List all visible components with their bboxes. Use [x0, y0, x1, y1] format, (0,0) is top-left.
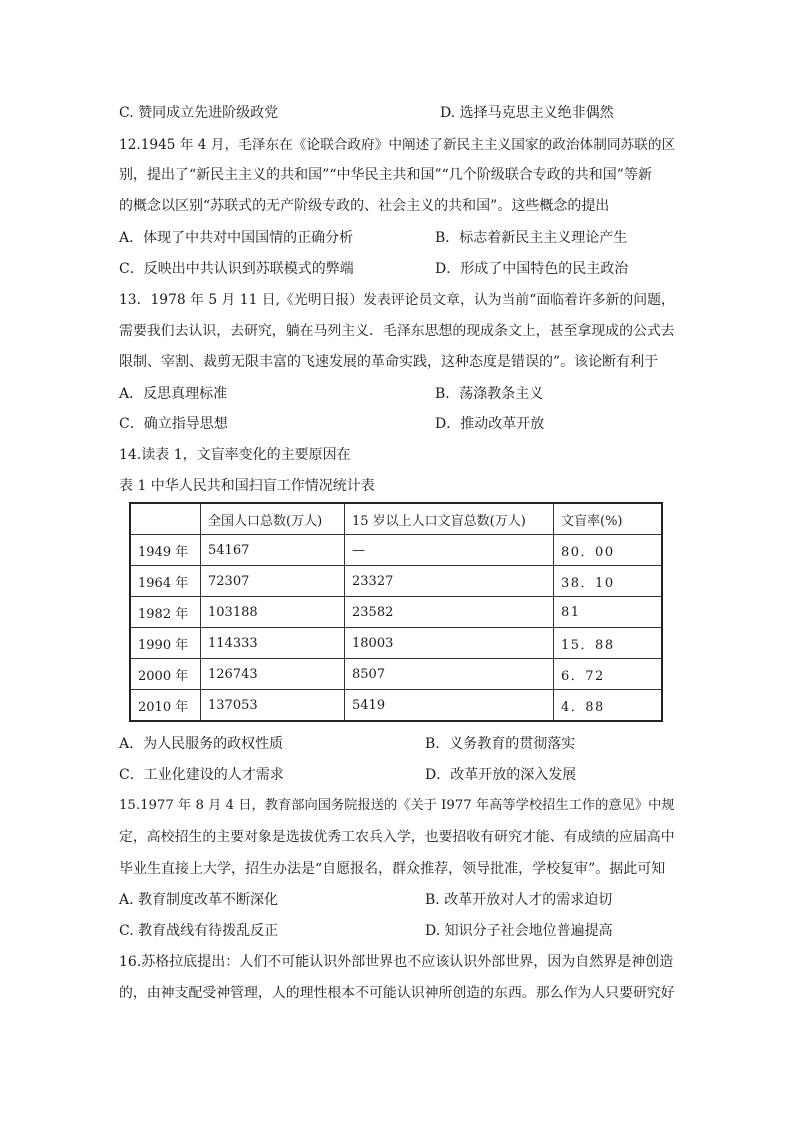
q13-option-c: C．确立指导思想	[119, 416, 228, 432]
table-row	[130, 628, 662, 659]
q14-option-c: C．工业化建设的人才需求	[119, 767, 284, 783]
q13-stem-line-2: 需要我们去认识，去研究，躺在马列主义．毛泽东思想的现成条文上，甚至拿现成的公式去	[119, 323, 675, 339]
q11-option-d: D. 选择马克思主义绝非偶然	[440, 105, 614, 121]
table-cell: 137053	[201, 690, 345, 722]
q12-option-c: C．反映出中共认识到苏联模式的弊端	[119, 261, 354, 277]
table-cell: 54167	[201, 535, 345, 566]
table-header-row	[130, 503, 662, 535]
table-cell: —	[345, 535, 554, 566]
q13-stem-line-3: 限制、宰割、裁剪无限丰富的飞速发展的革命实践，这种态度是错误的”。该论断有利于	[119, 354, 659, 370]
table-header-cell: 全国人口总数(万人)	[201, 503, 345, 535]
q12-option-d: D．形成了中国特色的民主政治	[435, 261, 629, 277]
q15-stem-line-1: 15.1977 年 8 月 4 日，教育部向国务院报送的《关于 I977 年高等学校招生工作的意见》中规	[119, 798, 675, 813]
table-cell: 15．88	[554, 628, 663, 659]
q12-stem-line-3: 的概念以区别“苏联式的无产阶级专政的、社会主义的共和国”。这些概念的提出	[119, 198, 610, 214]
table-header-cell: 15 岁以上人口文盲总数(万人)	[345, 503, 554, 535]
q11-option-c: C. 赞同成立先进阶级政党	[119, 105, 279, 121]
table-cell: 103188	[201, 597, 345, 628]
q16-stem-line-2: 的，由神支配受神管理，人的理性根本不可能认识神所创造的东西。那么作为人只要研究好	[119, 985, 675, 1001]
q14-table-title: 表 1 中华人民共和国扫盲工作情况统计表	[119, 478, 375, 494]
q15-option-c: C. 教育战线有待拨乱反正	[119, 923, 279, 939]
table-cell-year: 1949 年	[130, 535, 201, 566]
table-cell: 23582	[345, 597, 554, 628]
q12-stem-line-2: 别，提出了“新民主主义的共和国”“中华民主共和国”“几个阶级联合专政的共和国”等新	[119, 167, 652, 183]
table-cell-year: 1982 年	[130, 597, 201, 628]
table-cell: 23327	[345, 566, 554, 597]
q14-option-d: D．改革开放的深入发展	[425, 767, 577, 783]
q14-stem: 14.读表 1，文盲率变化的主要原因在	[119, 447, 351, 463]
q13-stem-line-1: 13．1978 年 5 月 11 日,《光明日报）发表评论员文章，认为当前“面临着许多新的问题，	[119, 292, 675, 308]
table-header-cell: 文盲率(%)	[554, 503, 663, 535]
q14-option-b: B．义务教育的贯彻落实	[425, 736, 576, 752]
q15-option-a: A. 教育制度改革不断深化	[119, 892, 279, 908]
table-row	[130, 566, 662, 597]
q12-option-a: A．体现了中共对中国国情的正确分析	[119, 230, 354, 246]
q15-option-b: B. 改革开放对人才的需求迫切	[425, 892, 613, 908]
q12-option-b: B．标志着新民主主义理论产生	[435, 230, 628, 246]
table-cell: 6．72	[554, 659, 663, 690]
q15-option-d: D. 知识分子社会地位普遍提高	[425, 923, 613, 939]
table-cell: 114333	[201, 628, 345, 659]
table-cell: 4．88	[554, 690, 663, 722]
q13-option-d: D．推动改革开放	[435, 416, 545, 432]
table-row	[130, 659, 662, 690]
table-cell: 5419	[345, 690, 554, 722]
table-cell: 81	[554, 597, 663, 628]
table-cell-year: 2000 年	[130, 659, 201, 690]
q16-stem-line-1: 16.苏格拉底提出：人们不可能认识外部世界也不应该认识外部世界，因为自然界是神创造	[119, 954, 674, 970]
q13-option-b: B．荡涤教条主义	[435, 386, 544, 402]
table-row	[130, 690, 662, 722]
q14-option-a: A．为人民服务的政权性质	[119, 736, 284, 752]
q15-stem-line-2: 定，高校招生的主要对象是选拔优秀工农兵入学，也要招收有研究才能、有成绩的应届高中	[119, 829, 675, 845]
table-cell: 8507	[345, 659, 554, 690]
q13-option-a: A．反思真理标准	[119, 386, 228, 402]
table-row	[130, 535, 662, 566]
table-cell: 18003	[345, 628, 554, 659]
q12-stem-line-1: 12.1945 年 4 月，毛泽东在《论联合政府》中阐述了新民主主义国家的政治体制同苏联的区	[119, 137, 676, 153]
table-cell-year: 2010 年	[130, 690, 201, 722]
table-header-cell	[130, 503, 201, 535]
table-cell-year: 1964 年	[130, 566, 201, 597]
table-cell: 72307	[201, 566, 345, 597]
q15-stem-line-3: 毕业生直接上大学，招生办法是“自愿报名，群众推荐，领导批准，学校复审”。据此可知	[119, 861, 666, 877]
table-cell: 126743	[201, 659, 345, 690]
table-cell-year: 1990 年	[130, 628, 201, 659]
table-row	[130, 597, 662, 628]
literacy-statistics-table	[129, 502, 663, 722]
table-cell: 80．00	[554, 535, 663, 566]
table-cell: 38．10	[554, 566, 663, 597]
